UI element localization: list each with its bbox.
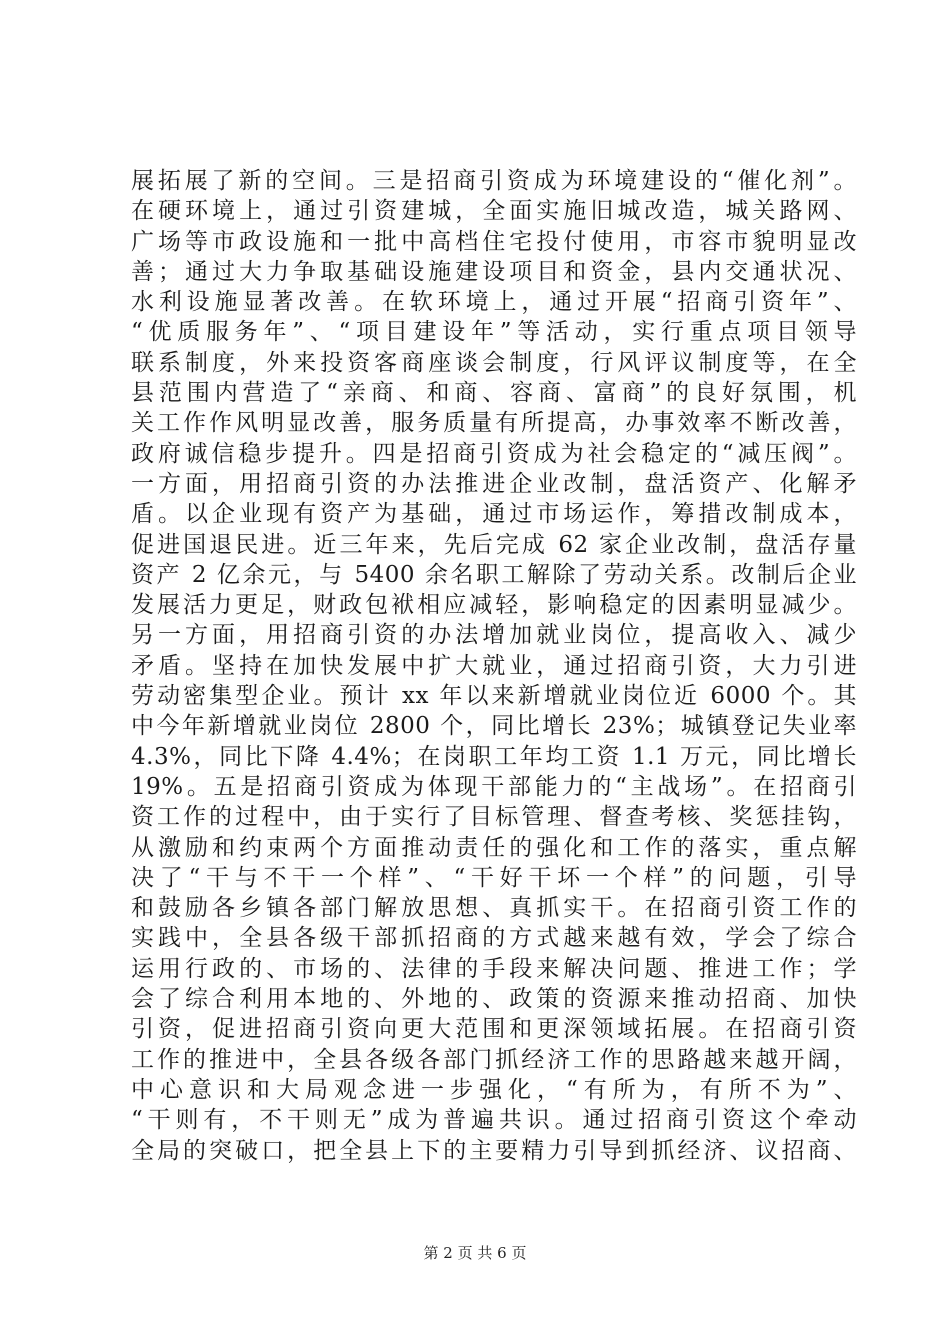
text-line: 运用行政的、市场的、法律的手段来解决问题、推进工作；学	[131, 955, 857, 982]
text-line: 工作的推进中，全县各级各部门抓经济工作的思路越来越开阔，	[131, 1046, 857, 1073]
text-line: 4.3%，同比下降 4.4%；在岗职工年均工资 1.1 万元，同比增长	[131, 743, 857, 770]
text-line: 全局的突破口，把全县上下的主要精力引导到抓经济、议招商、	[131, 1137, 857, 1164]
text-line: 19%。五是招商引资成为体现干部能力的“主战场”。在招商引	[131, 773, 857, 800]
text-line: 从激励和约束两个方面推动责任的强化和工作的落实，重点解	[131, 834, 857, 861]
text-line: 联系制度，外来投资客商座谈会制度，行风评议制度等，在全	[131, 349, 857, 376]
text-line: 展拓展了新的空间。三是招商引资成为环境建设的“催化剂”。	[131, 168, 857, 194]
text-line: 盾。以企业现有资产为基础，通过市场运作，筹措改制成本，	[131, 501, 857, 528]
text-line: “优质服务年”、“项目建设年”等活动，实行重点项目领导	[131, 319, 857, 346]
text-line: 实践中，全县各级干部抓招商的方式越来越有效，学会了综合	[131, 925, 857, 952]
page-footer: 第 2 页 共 6 页	[423, 1244, 527, 1262]
text-line: 县范围内营造了“亲商、和商、容商、富商”的良好氛围，机	[131, 380, 857, 407]
text-line: 发展活力更足，财政包袱相应减轻，影响稳定的因素明显减少。	[131, 592, 857, 619]
text-line: 决了“干与不干一个样”、“干好干坏一个样”的问题，引导	[131, 864, 857, 891]
text-line: 关工作作风明显改善，服务质量有所提高，办事效率不断改善，	[131, 410, 857, 437]
text-line: 中今年新增就业岗位 2800 个，同比增长 23%；城镇登记失业率	[131, 713, 857, 740]
text-line: 另一方面，用招商引资的办法增加就业岗位，提高收入、减少	[131, 622, 857, 649]
text-line: “干则有，不干则无”成为普遍共识。通过招商引资这个牵动	[131, 1107, 857, 1134]
text-line: 资工作的过程中，由于实行了目标管理、督查考核、奖惩挂钩，	[131, 804, 857, 831]
text-line: 资产 2 亿余元，与 5400 余名职工解除了劳动关系。改制后企业	[131, 561, 857, 588]
text-line: 矛盾。坚持在加快发展中扩大就业，通过招商引资，大力引进	[131, 652, 857, 679]
text-line: 在硬环境上，通过引资建城，全面实施旧城改造，城关路网、	[131, 198, 857, 225]
text-line: 水利设施显著改善。在软环境上，通过开展“招商引资年”、	[131, 289, 857, 316]
text-line: 中心意识和大局观念进一步强化，“有所为，有所不为”、	[131, 1076, 857, 1103]
text-line: 会了综合利用本地的、外地的、政策的资源来推动招商、加快	[131, 986, 857, 1013]
text-line: 引资，促进招商引资向更大范围和更深领域拓展。在招商引资	[131, 1016, 857, 1043]
text-line: 广场等市政设施和一批中高档住宅投付使用，市容市貌明显改	[131, 228, 857, 255]
body-text	[131, 166, 857, 1166]
text-line: 劳动密集型企业。预计 xx 年以来新增就业岗位近 6000 个。其	[131, 683, 857, 710]
text-line: 促进国退民进。近三年来，先后完成 62 家企业改制，盘活存量	[131, 531, 857, 558]
text-line: 政府诚信稳步提升。四是招商引资成为社会稳定的“减压阀”。	[131, 440, 857, 467]
text-line: 善；通过大力争取基础设施建设项目和资金，县内交通状况、	[131, 258, 857, 285]
text-line: 和鼓励各乡镇各部门解放思想、真抓实干。在招商引资工作的	[131, 895, 857, 922]
text-line: 一方面，用招商引资的办法推进企业改制，盘活资产、化解矛	[131, 470, 857, 497]
